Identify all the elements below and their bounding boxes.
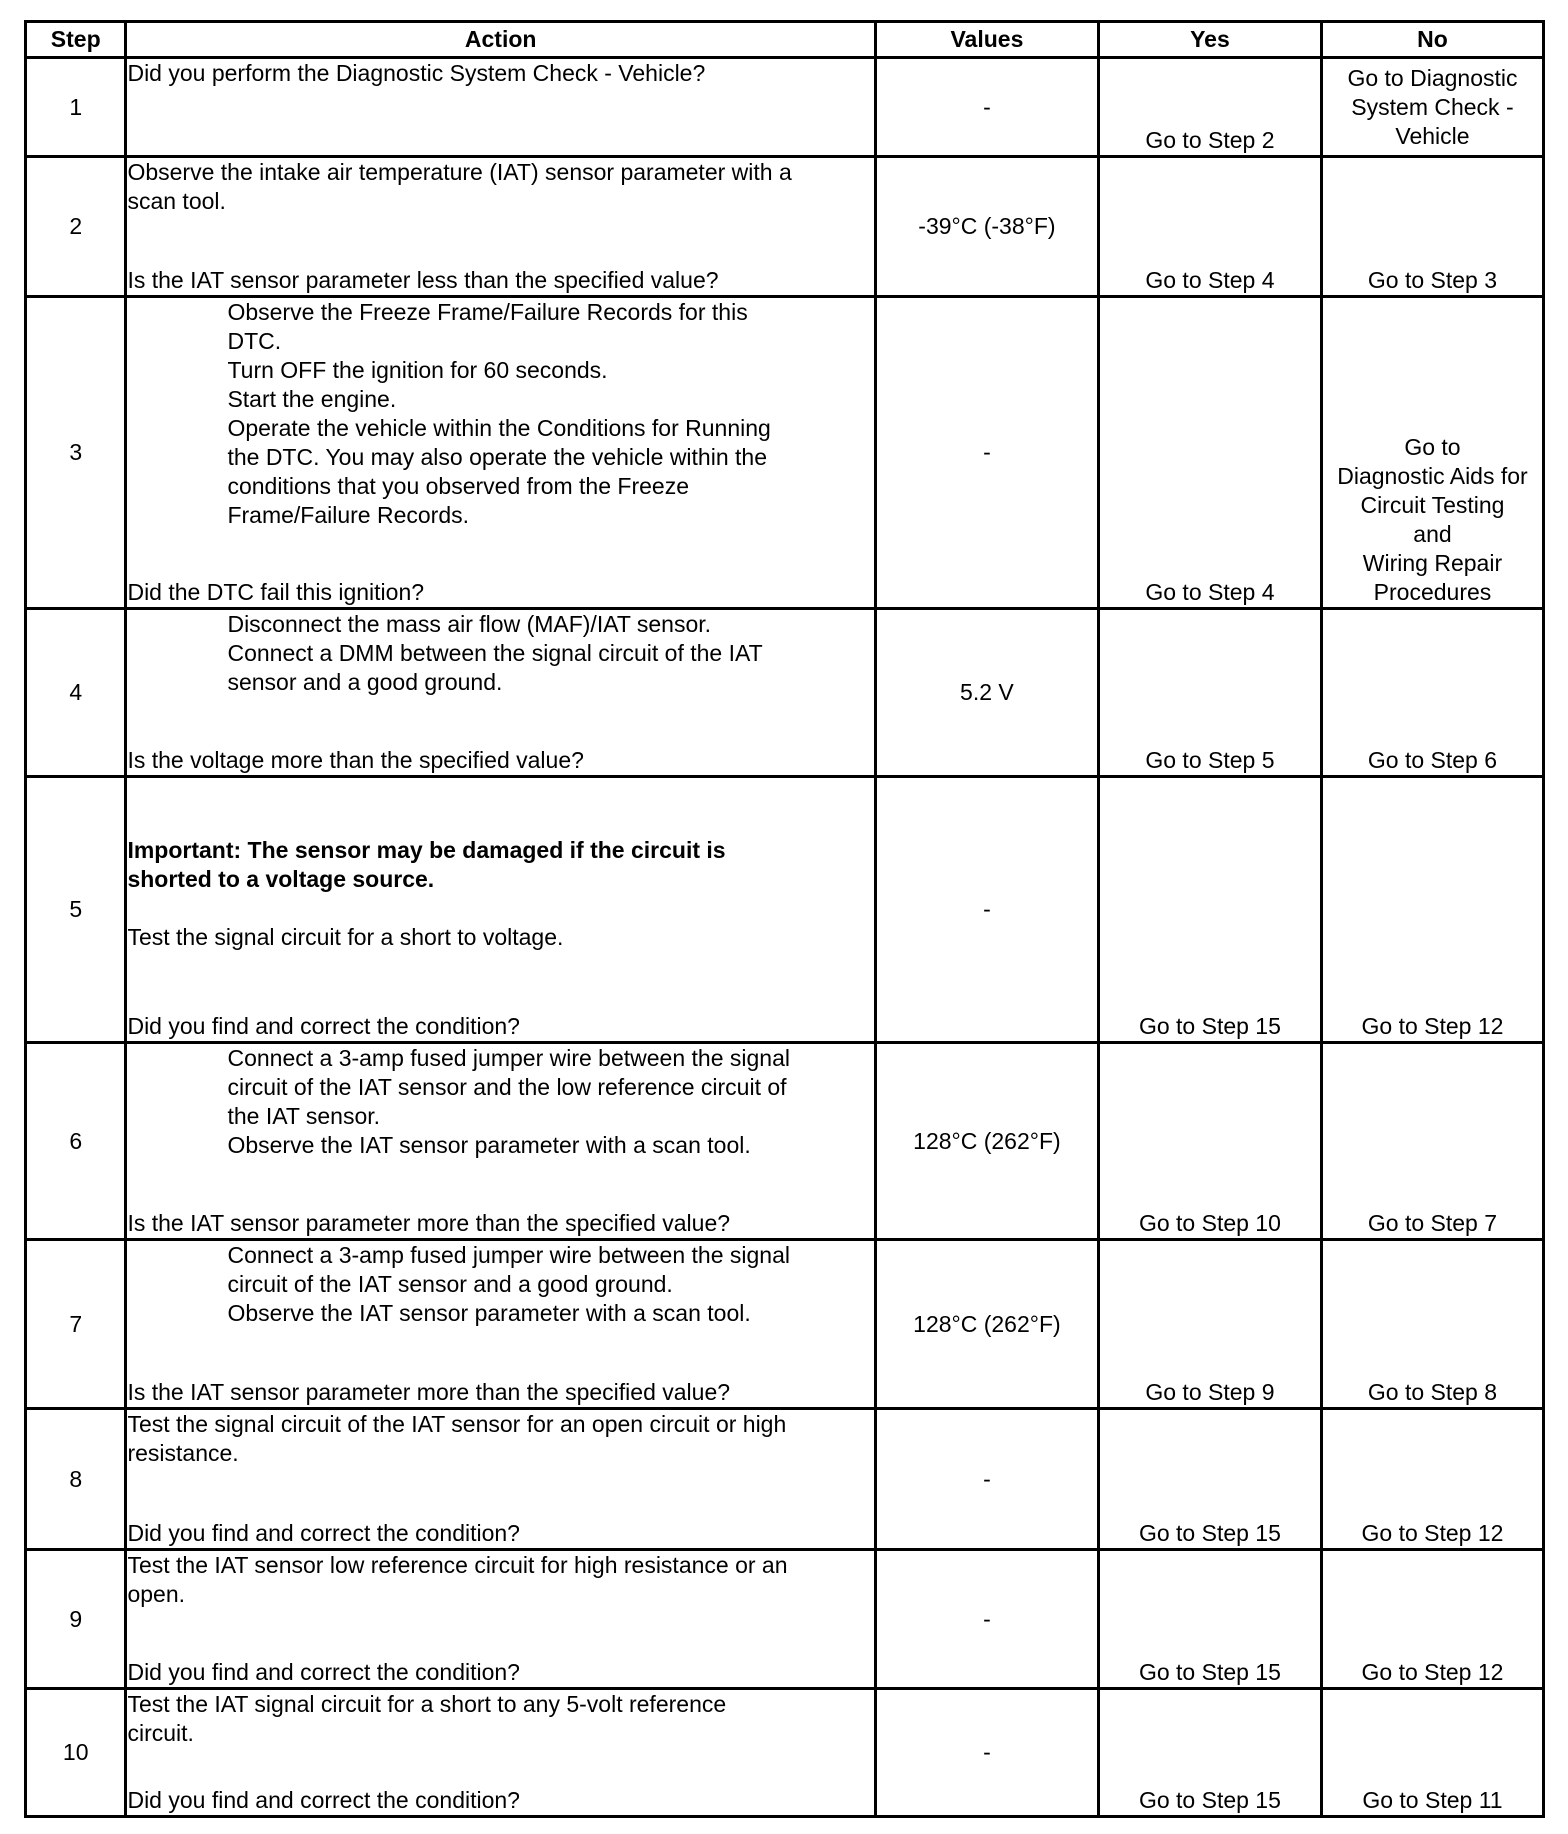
action-line: sensor and a good ground. [227, 669, 503, 695]
yes-cell: Go to Step 15 [1098, 1550, 1321, 1689]
header-step: Step [26, 22, 126, 58]
action-line: Operate the vehicle within the Conditions for Running [227, 415, 771, 441]
table-row [26, 1409, 1544, 1550]
yes-cell: Go to Step 4 [1098, 157, 1321, 297]
no-cell: Go to Step 12 [1321, 777, 1543, 1043]
action-question: Did you find and correct the condition? [127, 1787, 520, 1813]
yes-cell: Go to Step 2 [1098, 58, 1321, 157]
action-line: conditions that you observed from the Freeze [227, 473, 689, 499]
step-number: 5 [26, 777, 126, 1043]
action-line: Connect a 3-amp fused jumper wire between the signal [227, 1242, 790, 1268]
value-cell: -39°C (-38°F) [875, 157, 1098, 297]
value-cell: 128°C (262°F) [875, 1240, 1098, 1409]
action-question: Is the voltage more than the specified value? [127, 747, 584, 773]
step-number: 6 [26, 1043, 126, 1240]
step-number: 9 [26, 1550, 126, 1689]
value-cell: - [875, 297, 1098, 609]
action-line: Test the IAT signal circuit for a short to any 5-volt reference [127, 1691, 727, 1717]
action-line: Connect a DMM between the signal circuit of the IAT [227, 640, 763, 666]
action-cell [126, 1409, 875, 1550]
table-row [26, 609, 1544, 777]
action-line: resistance. [127, 1440, 239, 1466]
no-line: Go to Diagnostic [1347, 64, 1518, 91]
action-cell [126, 1689, 875, 1817]
action-line: Did you perform the Diagnostic System Check - Vehicle? [127, 60, 706, 86]
diagnostic-table [24, 20, 1545, 1818]
no-line: Circuit Testing [1360, 492, 1505, 518]
important-note: Important: The sensor may be damaged if the circuit is shorted to a voltage source. [127, 837, 726, 892]
yes-cell: Go to Step 15 [1098, 1689, 1321, 1817]
no-cell: Go to Step 11 [1321, 1689, 1543, 1817]
action-line: Observe the intake air temperature (IAT) sensor parameter with a [127, 159, 792, 185]
action-line: Frame/Failure Records. [227, 502, 470, 528]
step-number: 8 [26, 1409, 126, 1550]
action-cell [126, 157, 875, 297]
action-line: Start the engine. [227, 386, 397, 412]
no-cell: Go to Step 6 [1321, 609, 1543, 777]
step-number: 1 [26, 58, 126, 157]
action-line: the IAT sensor. [227, 1103, 381, 1129]
no-cell: Go to Step 12 [1321, 1550, 1543, 1689]
table-row [26, 1240, 1544, 1409]
step-number: 10 [26, 1689, 126, 1817]
action-cell [126, 1240, 875, 1409]
yes-cell: Go to Step 10 [1098, 1043, 1321, 1240]
action-line: circuit of the IAT sensor and the low reference circuit of [227, 1074, 787, 1100]
yes-cell: Go to Step 4 [1098, 297, 1321, 609]
no-line: Procedures [1373, 579, 1492, 605]
action-line: circuit. [127, 1720, 194, 1746]
action-question: Is the IAT sensor parameter more than the specified value? [127, 1379, 731, 1405]
action-line: Connect a 3-amp fused jumper wire between the signal [227, 1045, 790, 1071]
table-row [26, 1550, 1544, 1689]
action-line: Observe the Freeze Frame/Failure Records for this [227, 299, 748, 325]
action-line: Turn OFF the ignition for 60 seconds. [227, 357, 608, 383]
action-line: Test the signal circuit of the IAT sensor for an open circuit or high [127, 1411, 787, 1437]
action-cell [126, 1550, 875, 1689]
action-line: Observe the IAT sensor parameter with a scan tool. [227, 1300, 751, 1326]
value-cell: - [875, 1550, 1098, 1689]
yes-cell: Go to Step 5 [1098, 609, 1321, 777]
action-question: Is the IAT sensor parameter less than the specified value? [127, 267, 719, 293]
step-number: 2 [26, 157, 126, 297]
no-line: Wiring Repair [1362, 550, 1503, 576]
header-values: Values [875, 22, 1098, 58]
value-cell: - [875, 58, 1098, 157]
step-number: 4 [26, 609, 126, 777]
action-line: Test the IAT sensor low reference circuit for high resistance or an [127, 1552, 788, 1578]
table-row [26, 1043, 1544, 1240]
yes-cell: Go to Step 15 [1098, 777, 1321, 1043]
table-row [26, 297, 1544, 609]
no-line: Diagnostic Aids for [1337, 463, 1528, 489]
action-line: scan tool. [127, 188, 226, 214]
action-line: the DTC. You may also operate the vehicle within the [227, 444, 767, 470]
no-cell: Go to Step 8 [1321, 1240, 1543, 1409]
no-cell [1321, 58, 1543, 157]
no-cell: Go to Step 7 [1321, 1043, 1543, 1240]
action-line: circuit of the IAT sensor and a good ground. [227, 1271, 673, 1297]
action-line: Disconnect the mass air flow (MAF)/IAT sensor. [227, 611, 712, 637]
action-question: Did you find and correct the condition? [127, 1520, 520, 1546]
yes-cell: Go to Step 9 [1098, 1240, 1321, 1409]
no-line: and [1413, 521, 1452, 547]
no-line: Vehicle [1395, 122, 1470, 149]
no-line: Go to [1404, 434, 1461, 460]
table-row [26, 157, 1544, 297]
value-cell: - [875, 1689, 1098, 1817]
action-line: Observe the IAT sensor parameter with a scan tool. [227, 1132, 751, 1158]
no-cell: Go to Step 12 [1321, 1409, 1543, 1550]
action-line: open. [127, 1581, 186, 1607]
action-cell [126, 777, 875, 1043]
header-no: No [1321, 22, 1543, 58]
table-row [26, 58, 1544, 157]
value-cell: - [875, 1409, 1098, 1550]
no-line: System Check - [1351, 93, 1514, 120]
action-question: Did you find and correct the condition? [127, 1013, 520, 1039]
action-cell [126, 609, 875, 777]
action-question: Did you find and correct the condition? [127, 1659, 520, 1685]
table-header-row [26, 22, 1544, 58]
table-row [26, 777, 1544, 1043]
action-cell [126, 297, 875, 609]
header-yes: Yes [1098, 22, 1321, 58]
header-action: Action [126, 22, 875, 58]
action-question: Did the DTC fail this ignition? [127, 579, 425, 605]
action-line: Test the signal circuit for a short to voltage. [127, 924, 564, 950]
no-cell [1321, 297, 1543, 609]
value-cell: 5.2 V [875, 609, 1098, 777]
action-cell [126, 58, 875, 157]
table-row [26, 1689, 1544, 1817]
action-question: Is the IAT sensor parameter more than the specified value? [127, 1210, 731, 1236]
value-cell: 128°C (262°F) [875, 1043, 1098, 1240]
action-cell [126, 1043, 875, 1240]
action-line: DTC. [227, 328, 282, 354]
value-cell: - [875, 777, 1098, 1043]
no-cell: Go to Step 3 [1321, 157, 1543, 297]
yes-cell: Go to Step 15 [1098, 1409, 1321, 1550]
step-number: 3 [26, 297, 126, 609]
step-number: 7 [26, 1240, 126, 1409]
